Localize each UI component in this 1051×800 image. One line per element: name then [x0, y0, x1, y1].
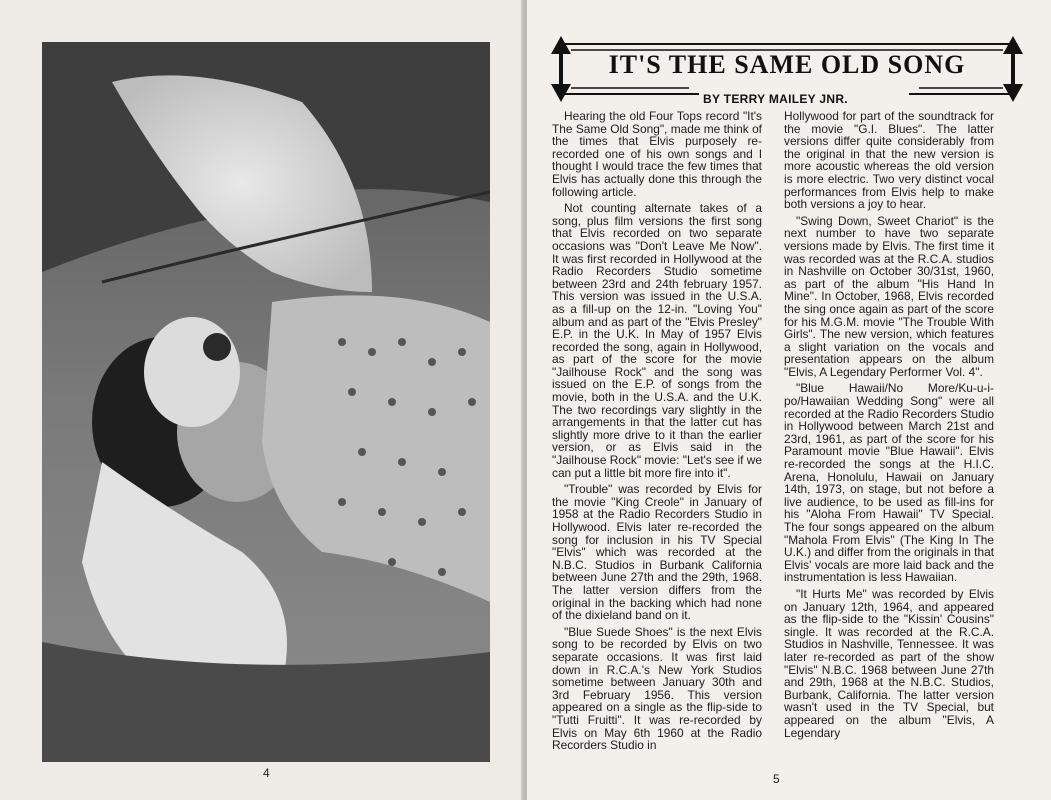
article-byline: BY TERRY MAILEY JNR. — [703, 92, 848, 106]
article-column-1 — [552, 110, 762, 756]
paragraph: Not counting alternate takes of a song, plus film versions the first song that Elvis recorded on two separate occasions was "Don't Leave Me Now". It was first recorded in Hollywood at the Radio Recorders Studio sometime between 23rd and 24th february 1957. This version was issued in the U.S.A. as a fill-up on the 12-in. "Loving You" album and as part of the "Elvis Presley" E.P. in the U.K. In May of 1957 Elvis recorded the song, again in Hollywood, as part of the score for the movie "Jailhouse Rock" and the song was issued on the E.P. of songs from the movie, both in the U.S.A. and the U.K. The two recordings vary slightly in the arrangements in that the latter cut has slightly more drive to it than the earlier version, or as Elvis said in the "Jailhouse Rock" movie: "Let's see if we can put a little bit more fire into it". — [552, 201, 762, 480]
article-title: IT'S THE SAME OLD SONG — [608, 50, 966, 79]
right-page — [527, 0, 1051, 800]
page-number-right: 5 — [773, 772, 780, 786]
paragraph: "It Hurts Me" was recorded by Elvis on January 12th, 1964, and appeared as the flip-side to the "Kissin' Cousins" single. It was recorded at the R.C.A. Studios in Nashville, Tennessee. It was later re-recorded as part of the show "Elvis" N.B.C. 1968 between June 27th and 29th, 1968 at the N.B.C. Studios, Burbank, California. The latter version wasn't used in the TV Special, but appeared on the album "Elvis, A Legendary — [784, 586, 994, 740]
left-page — [0, 0, 524, 800]
paragraph: "Blue Hawaii/No More/Ku-u-i-po/Hawaiian Wedding Song" were all recorded at the Radio Recorders Studio in Hollywood between March 21st and 23rd, 1961, as part of the score for his Paramount movie "Blue Hawaii". Elvis re-recorded the songs at the H.I.C. Arena, Honolulu, Hawaii on January 14th, 1973, on stage, but not before a live audience, to be used as fill-ins for his "Aloha From Hawaii" TV Special. The four songs appeared on the album "Mahola From Elvis" (The King In The U.K.) and differ from the originals in that Elvis' vocals are more laid back and the instrumentation is less Hawaiian. — [784, 381, 994, 585]
paragraph: "Trouble" was recorded by Elvis for the movie "King Creole" in January of 1958 at the Radio Recorders Studio in Hollywood. Elvis later re-recorded the song for inclusion in his TV Special "Elvis" which was recorded at the N.B.C. Studios in Burbank California between June 27th and the 29th, 1968. The latter version differs from the original in the backing which had none of the dixieland band on it. — [552, 482, 762, 623]
article-column-2 — [784, 110, 994, 743]
page-number-left: 4 — [263, 766, 270, 780]
paragraph: Hollywood for part of the soundtrack for the movie "G.I. Blues". The latter versions differ quite considerably from the original in that the new version is more acoustic whereas the old version is more electric. Two very distinct vocal performances from Elvis help to make both versions a joy to hear. — [784, 109, 994, 212]
paragraph: "Blue Suede Shoes" is the next Elvis song to be recorded by Elvis on two separate occasions. It was first laid down in R.C.A.'s New York Studios sometime between January 30th and 3rd February 1956. This version appeared on a single as the flip-side to "Tutti Fruitti". It was re-recorded by Elvis on May 6th 1960 at the Radio Recorders Studio in — [552, 624, 762, 753]
paragraph: Hearing the old Four Tops record "It's The Same Old Song", made me think of the times that Elvis purposely re-recorded one of his own songs and I thought I would trace the few times that Elvis has actually done this through the following article. — [552, 109, 762, 199]
elvis-performer-photo — [42, 42, 490, 762]
paragraph: "Swing Down, Sweet Chariot" is the next number to have two separate versions made by Elvis. The first time it was recorded was at the R.C.A. studios in Nashville on October 30/31st, 1960, as part of the album "His Hand In Mine". In October, 1968, Elvis recorded the sing once again as part of the score for his M.G.M. movie "The Trouble With Girls". The new version, which features a slight variation on the vocals and presentation appears on the album "Elvis, A Legendary Performer Vol. 4". — [784, 213, 994, 379]
